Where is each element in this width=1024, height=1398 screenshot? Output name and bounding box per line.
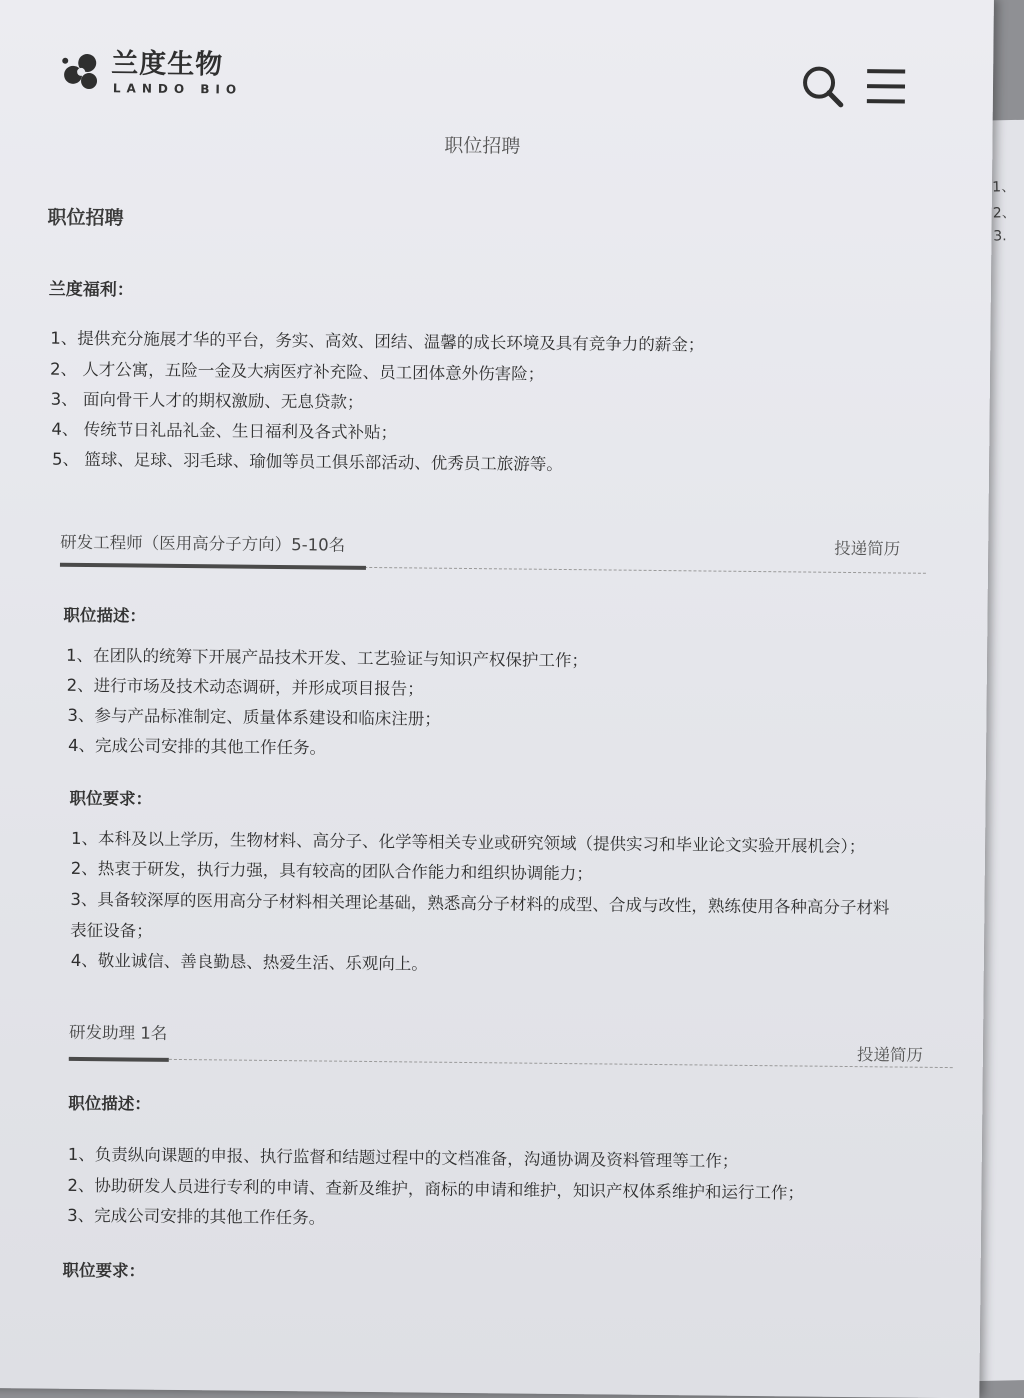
description-item: 1、负责纵向课题的申报、执行监督和结题过程中的文档准备，沟通协调及资料管理等工作； (67, 1144, 739, 1171)
background-sheet-line: 2、 (992, 204, 1016, 222)
requirement-item: 3、具备较深厚的医用高分子材料相关理论基础，熟悉高分子材料的成型、合成与改性，熟练使用各种高分子材料 (70, 889, 890, 918)
requirement-item: 1、本科及以上学历，生物材料、高分子、化学等相关专业或研究领域（提供实习和毕业论文实验开展机会）； (71, 828, 866, 857)
description-item: 4、完成公司安排的其他工作任务。 (67, 735, 327, 758)
benefit-item: 5、 篮球、足球、羽毛球、瑜伽等员工俱乐部活动、优秀员工旅游等。 (51, 449, 563, 474)
description-title: 职位描述： (63, 605, 147, 626)
description-item: 2、协助研发人员进行专利的申请、查新及维护，商标的申请和维护，知识产权体系维护和运行工作； (67, 1175, 805, 1203)
requirements-title: 职位要求： (69, 788, 153, 809)
description-item: 1、在团队的统筹下开展产品技术开发、工艺验证与知识产权保护工作； (65, 645, 589, 671)
background-sheet-line: 3. (993, 228, 1007, 245)
page-title: 职位招聘 (444, 134, 521, 158)
requirement-item: 表征设备； (70, 920, 153, 941)
apply-button[interactable]: 投递简历 (856, 1045, 923, 1065)
logo-wordmark-cn[interactable]: 兰度生物 (111, 48, 224, 81)
description-item: 3、参与产品标准制定、质量体系建设和临床注册； (67, 705, 441, 729)
section-heading: 职位招聘 (47, 206, 124, 230)
requirement-item: 2、热衷于研发，执行力强，具有较高的团队合作能力和组织协调能力； (70, 858, 593, 884)
background-sheet-line: 1、 (992, 178, 1016, 196)
benefit-item: 3、 面向骨干人才的期权激励、无息贷款； (50, 389, 364, 412)
job-title[interactable]: 研发工程师（医用高分子方向）5-10名 (60, 532, 346, 555)
requirement-item: 4、敬业诚信、善良勤恳、热爱生活、乐观向上。 (70, 950, 428, 974)
description-title: 职位描述： (68, 1093, 151, 1114)
requirements-title: 职位要求： (62, 1260, 146, 1281)
apply-button[interactable]: 投递简历 (834, 538, 901, 559)
job-tab-indicator (60, 563, 366, 570)
logo-wordmark-en: LANDO BIO (112, 81, 243, 97)
menu-icon[interactable] (865, 67, 907, 105)
job-title[interactable]: 研发助理 1名 (68, 1022, 168, 1043)
search-icon[interactable] (801, 64, 845, 108)
benefit-item: 4、 传统节日礼品礼金、生日福利及各式补贴； (51, 419, 398, 443)
benefit-item: 1、提供充分施展才华的平台，务实、高效、团结、温馨的成长环境及具有竞争力的薪金； (50, 328, 705, 355)
description-item: 3、完成公司安排的其他工作任务。 (67, 1205, 326, 1228)
benefits-title: 兰度福利： (48, 279, 134, 301)
description-item: 2、进行市场及技术动态调研，并形成项目报告； (66, 675, 424, 699)
lando-logo-icon (59, 49, 105, 95)
job-divider (69, 1058, 953, 1068)
benefit-item: 2、 人才公寓，五险一金及大病医疗补充险、员工团体意外伤害险； (49, 359, 545, 384)
job-tab-indicator (69, 1057, 169, 1062)
